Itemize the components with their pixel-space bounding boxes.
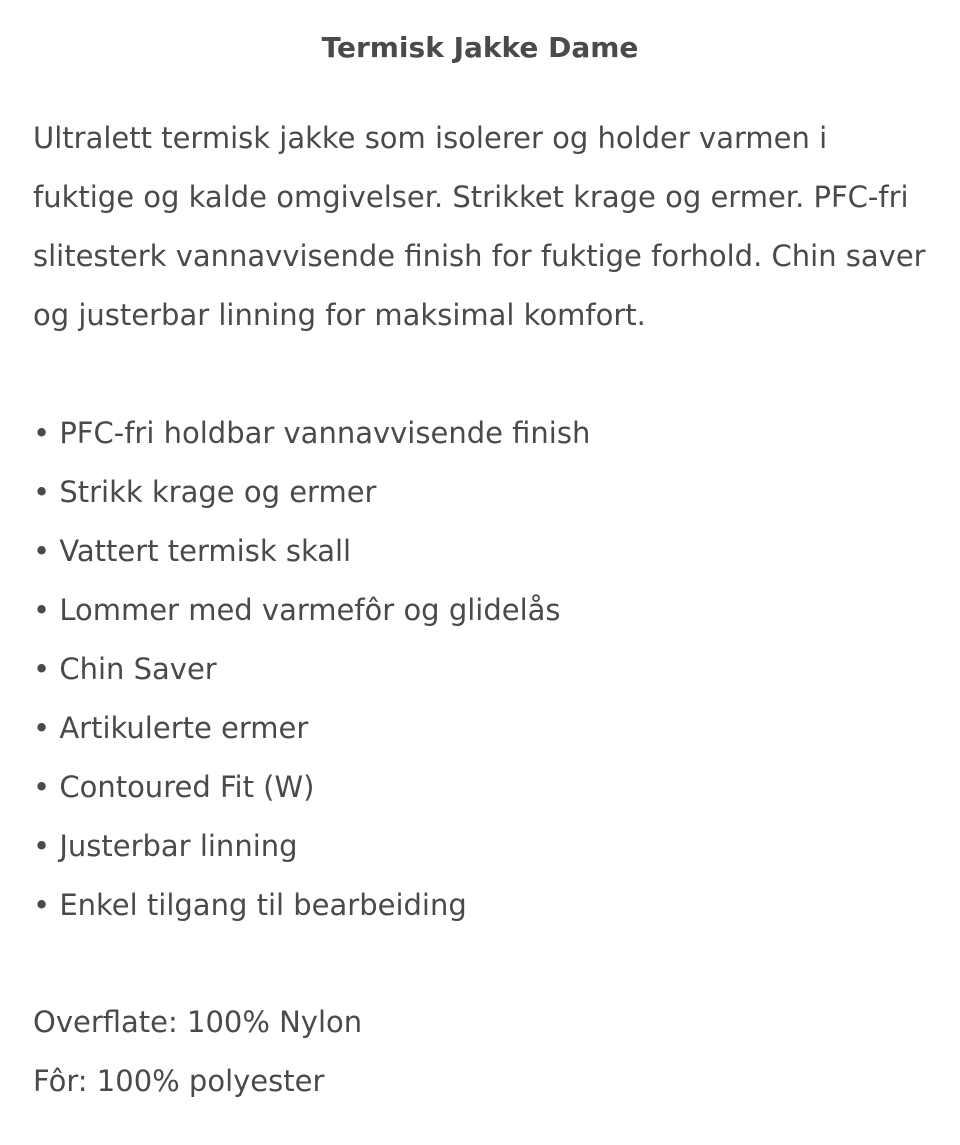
outer-material: Overflate: 100% Nylon (33, 1005, 363, 1039)
feature-item: • Strikk krage og ermer (33, 475, 377, 509)
feature-item: • Contoured Fit (W) (33, 770, 315, 804)
product-title: Termisk Jakke Dame (321, 31, 639, 64)
lining-material: Fôr: 100% polyester (33, 1064, 325, 1098)
feature-list (33, 404, 933, 935)
material-info (33, 993, 933, 1111)
feature-item: • Enkel tilgang til bearbeiding (33, 888, 467, 922)
feature-item: • Chin Saver (33, 652, 217, 686)
feature-item: • Vattert termisk skall (33, 534, 352, 568)
feature-item: • Artikulerte ermer (33, 711, 309, 745)
feature-item: • Justerbar linning (33, 829, 298, 863)
feature-item: • Lommer med varmefôr og glidelås (33, 593, 561, 627)
feature-item: • PFC-fri holdbar vannavvisende finish (33, 416, 591, 450)
product-description: Ultralett termisk jakke som isolerer og holder varmen i fuktige og kalde omgivelser. Strikket krage og ermer. PFC-fri slitesterk vannavvisende finish for fuktige forhold. Chin saver og justerbar linning for maksimal komfort. (33, 121, 926, 332)
